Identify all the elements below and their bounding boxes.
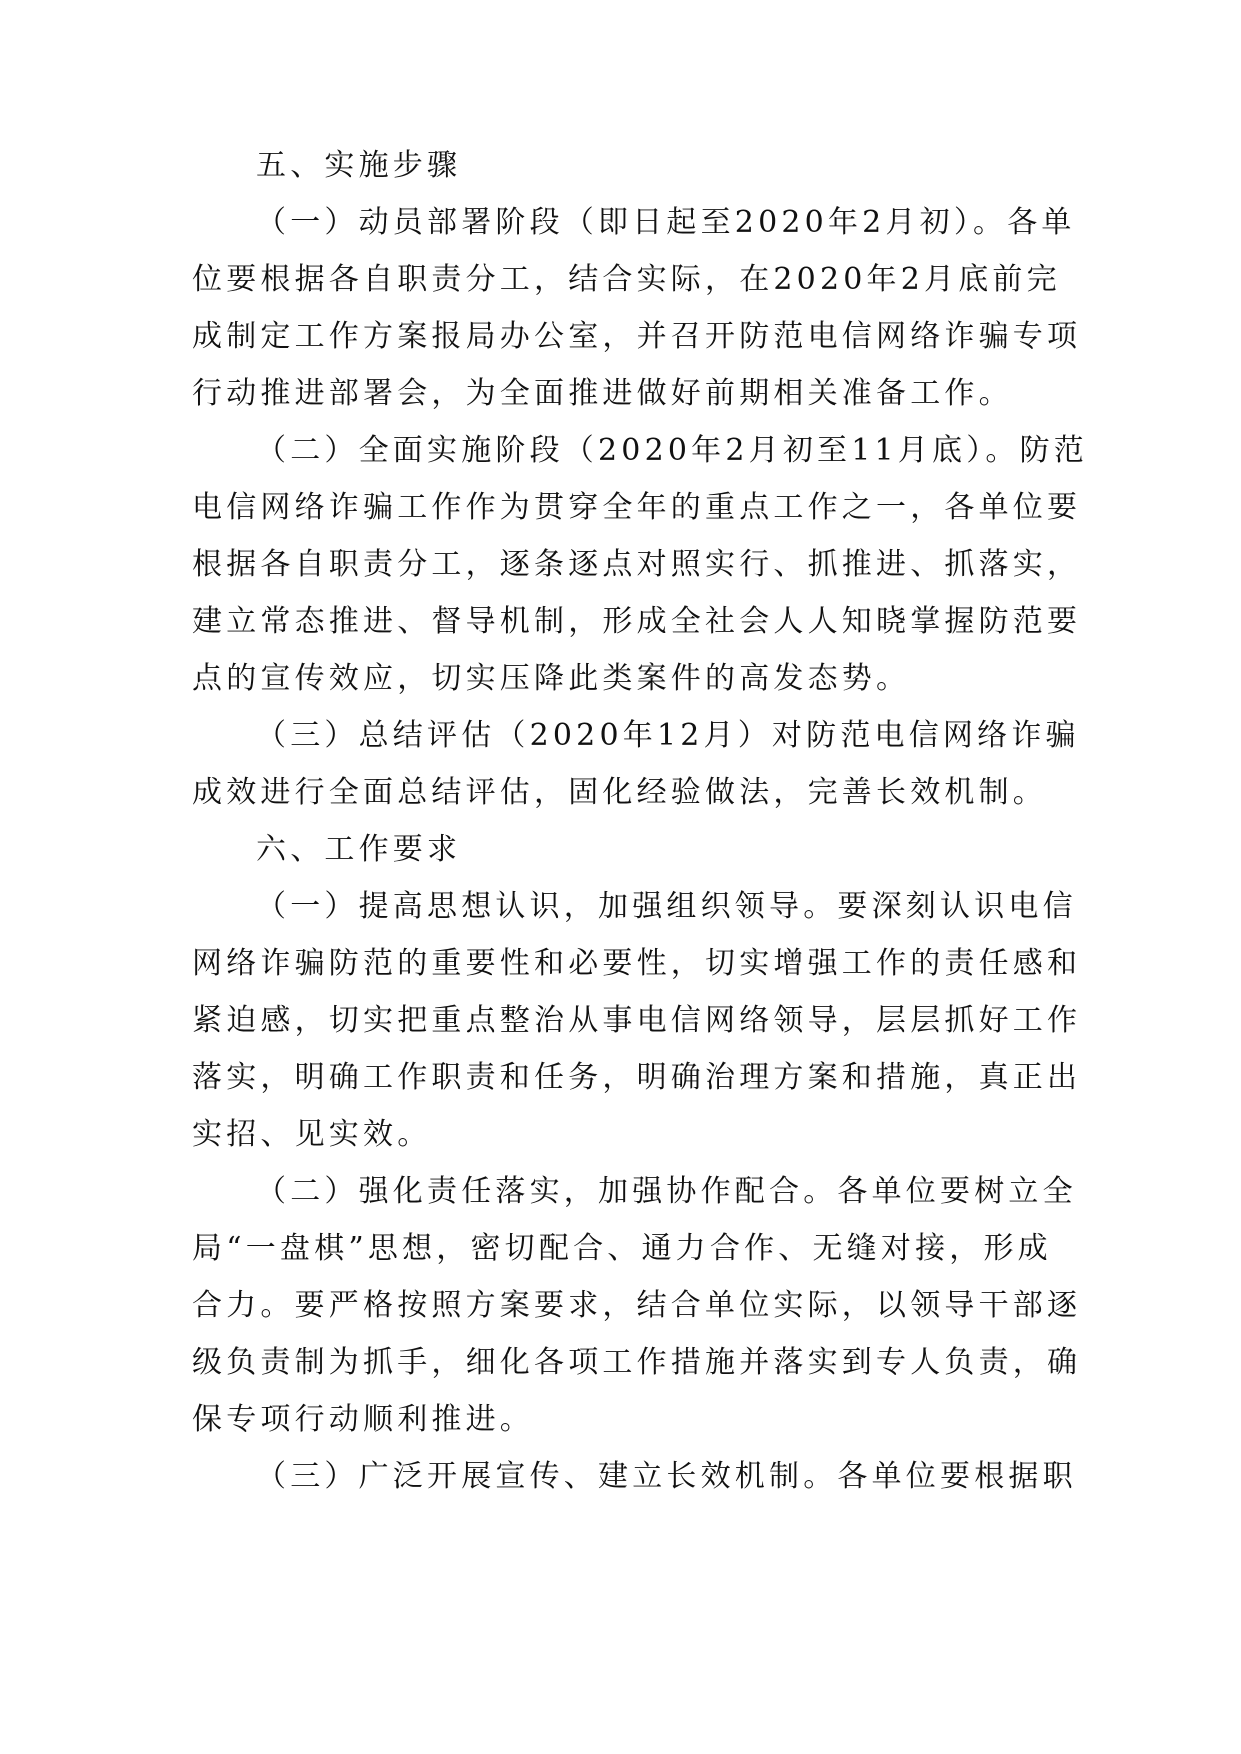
paragraph-line: 成制定工作方案报局办公室，并召开防范电信网络诈骗专项 <box>192 319 1082 354</box>
paragraph-line: （一）提高思想认识，加强组织领导。要深刻认识电信 <box>256 889 1077 924</box>
paragraph-line: （二）全面实施阶段（2020年2月初至11月底）。防范 <box>256 433 1089 468</box>
paragraph-line: 成效进行全面总结评估，固化经验做法，完善长效机制。 <box>192 775 1047 810</box>
paragraph-line: 电信网络诈骗工作作为贯穿全年的重点工作之一，各单位要 <box>192 490 1082 525</box>
section-heading-6: 六、工作要求 <box>256 832 462 867</box>
paragraph-line: 位要根据各自职责分工，结合实际，在2020年2月底前完 <box>192 262 1061 297</box>
paragraph-line: （三）广泛开展宣传、建立长效机制。各单位要根据职 <box>256 1459 1077 1494</box>
paragraph-line: 实招、见实效。 <box>192 1117 432 1152</box>
paragraph-line: （二）强化责任落实，加强协作配合。各单位要树立全 <box>256 1174 1077 1209</box>
paragraph-line: （三）总结评估（2020年12月）对防范电信网络诈骗 <box>256 718 1080 753</box>
section-heading-5: 五、实施步骤 <box>256 148 462 183</box>
paragraph-line: 点的宣传效应，切实压降此类案件的高发态势。 <box>192 661 911 696</box>
paragraph-line: 建立常态推进、督导机制，形成全社会人人知晓掌握防范要 <box>192 604 1082 639</box>
paragraph-line: 保专项行动顺利推进。 <box>192 1402 534 1437</box>
paragraph-line: 根据各自职责分工，逐条逐点对照实行、抓推进、抓落实， <box>192 547 1082 582</box>
paragraph-line: 落实，明确工作职责和任务，明确治理方案和措施，真正出 <box>192 1060 1082 1095</box>
paragraph-line: （一）动员部署阶段（即日起至2020年2月初）。各单 <box>256 205 1076 240</box>
paragraph-line: 级负责制为抓手，细化各项工作措施并落实到专人负责，确 <box>192 1345 1082 1380</box>
paragraph-line: 紧迫感，切实把重点整治从事电信网络领导，层层抓好工作 <box>192 1003 1082 1038</box>
paragraph-line: 合力。要严格按照方案要求，结合单位实际，以领导干部逐 <box>192 1288 1082 1323</box>
paragraph-line: 行动推进部署会，为全面推进做好前期相关准备工作。 <box>192 376 1013 411</box>
paragraph-line: 局“一盘棋”思想，密切配合、通力合作、无缝对接，形成 <box>192 1231 1052 1266</box>
paragraph-line: 网络诈骗防范的重要性和必要性，切实增强工作的责任感和 <box>192 946 1082 981</box>
